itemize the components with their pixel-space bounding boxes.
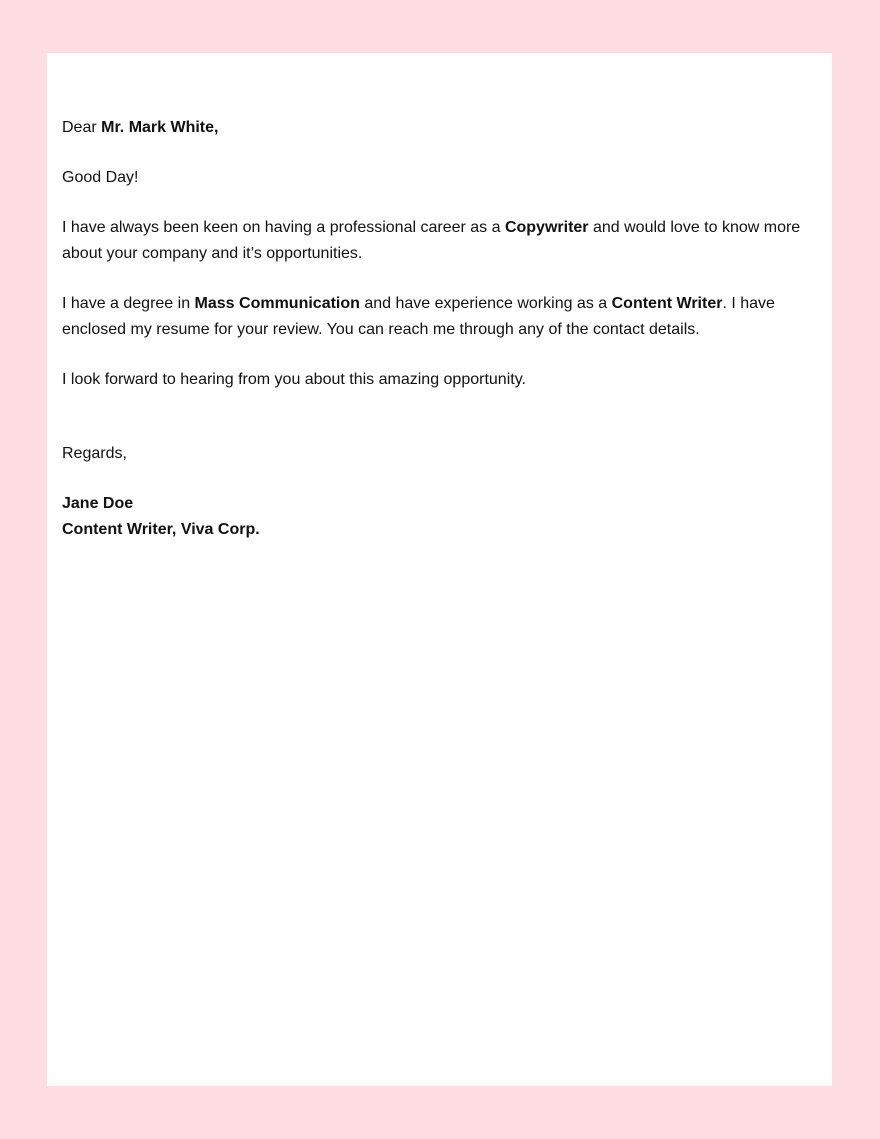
salutation-prefix: Dear (62, 119, 102, 136)
paragraph-experience-text-1: I have a degree in (62, 295, 195, 312)
paragraph-experience-text-3: . I have enclosed my resume for your review. You can reach me through any of the contact details. (62, 295, 775, 338)
signature-title: Content Writer, Viva Corp. (62, 521, 260, 538)
paragraph-experience-degree: Mass Communication (194, 295, 360, 312)
signature-name: Jane Doe (62, 495, 134, 512)
letter-page (47, 53, 832, 1086)
regards: Regards, (62, 445, 127, 462)
recipient-name: Mr. Mark White, (101, 119, 219, 136)
paragraph-experience-role: Content Writer (611, 295, 723, 312)
paragraph-career (62, 215, 812, 267)
paragraph-career-role: Copywriter (504, 219, 589, 236)
paragraph-experience-text-2: and have experience working as a (359, 295, 612, 312)
paragraph-career-text-2: and would love to know more about your company and it’s opportunities. (62, 219, 801, 262)
salutation (62, 115, 812, 141)
greeting: Good Day! (62, 169, 139, 186)
closing-line: I look forward to hearing from you about this amazing opportunity. (62, 371, 526, 388)
paragraph-career-text-1: I have always been keen on having a professional career as a (62, 219, 505, 236)
letter-body (62, 115, 812, 543)
paragraph-experience (62, 291, 812, 343)
